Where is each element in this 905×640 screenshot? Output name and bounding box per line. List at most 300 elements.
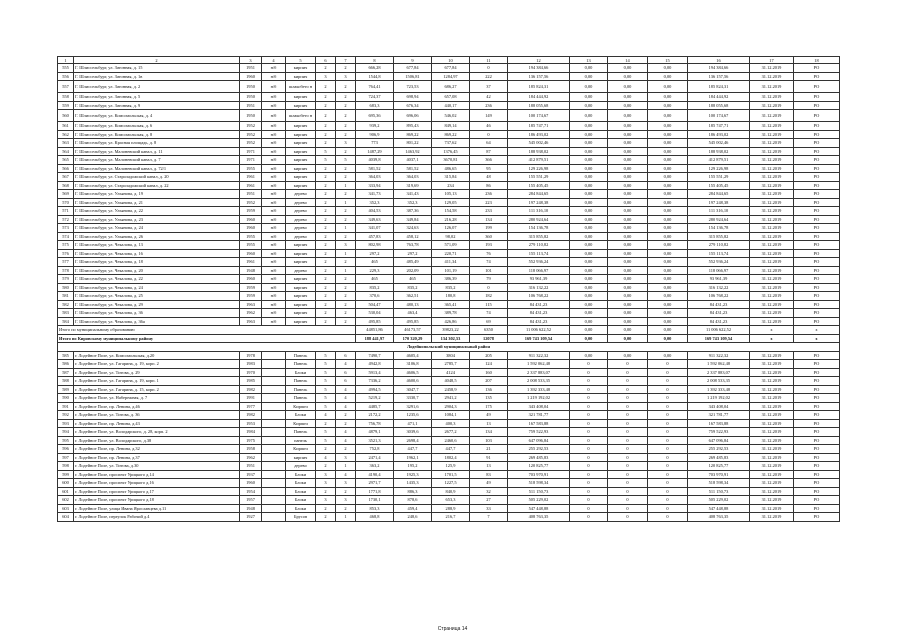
- table-cell: 0,00: [570, 198, 608, 207]
- table-cell: 284 844,65: [508, 190, 570, 199]
- table-cell: н/б: [262, 81, 286, 93]
- table-cell: 0,00: [648, 258, 688, 267]
- total-row: [58, 326, 840, 335]
- table-cell: 2: [316, 445, 336, 454]
- table-cell: 569: [58, 190, 74, 199]
- table-cell: 577: [58, 258, 74, 267]
- table-cell: 31.12.2019: [750, 275, 794, 284]
- table-cell: 0: [608, 436, 648, 445]
- table-row: [58, 377, 840, 386]
- table-cell: 3: [316, 470, 336, 479]
- table-cell: 76: [470, 249, 508, 258]
- table-cell: панель: [286, 436, 316, 445]
- housing-register-table: [57, 56, 840, 522]
- table-cell: 5: [316, 351, 336, 360]
- table-cell: 518 598,34: [508, 479, 570, 488]
- table-cell: 315 855,82: [508, 232, 570, 241]
- table-cell: 2: [316, 317, 336, 326]
- table-cell: РО: [794, 445, 840, 454]
- table-cell: 31.12.2019: [750, 360, 794, 369]
- table-cell: Г. Шлиссельбург, ул. Чекалова, д. 25: [74, 292, 240, 301]
- table-cell: 2: [316, 504, 336, 513]
- table-cell: 0,00: [648, 122, 688, 131]
- table-cell: РО: [794, 462, 840, 471]
- table-row: [58, 181, 840, 190]
- table-cell: 1963: [240, 300, 262, 309]
- table-cell: 0,00: [608, 309, 648, 318]
- table-cell: г. Лодейное Поле, ул. Титова, д.30: [74, 462, 240, 471]
- table-cell: Г. Шлиссельбург, ул. Чекалова, д. 20: [74, 266, 240, 275]
- table-cell: 48: [470, 173, 508, 182]
- table-row: [58, 93, 840, 102]
- table-cell: 10: [432, 57, 470, 64]
- table-cell: 0,00: [608, 198, 648, 207]
- table-cell: н/б: [262, 215, 286, 224]
- table-cell: 0,00: [648, 72, 688, 81]
- table-cell: 1950: [240, 93, 262, 102]
- table-cell: [262, 445, 286, 454]
- table-cell: н/б: [262, 249, 286, 258]
- table-cell: 2: [316, 462, 336, 471]
- table-cell: 447,7: [432, 445, 470, 454]
- table-cell: РО: [794, 232, 840, 241]
- table-cell: 1950: [240, 110, 262, 122]
- table-cell: 0: [570, 504, 608, 513]
- table-cell: 764,41: [356, 81, 394, 93]
- table-cell: 584: [58, 317, 74, 326]
- table-cell: 0,00: [608, 334, 648, 343]
- table-cell: 0,00: [648, 309, 688, 318]
- table-cell: н/б: [262, 156, 286, 165]
- table-row: [58, 411, 840, 420]
- table-cell: 14: [608, 57, 648, 64]
- table-cell: 0,00: [608, 181, 648, 190]
- table-cell: 600: [58, 479, 74, 488]
- table-cell: 352,3: [394, 198, 432, 207]
- table-cell: 0: [648, 453, 688, 462]
- table-cell: 0: [570, 445, 608, 454]
- table-cell: 1959: [240, 207, 262, 216]
- table-cell: 31.12.2019: [750, 147, 794, 156]
- table-cell: дерево: [286, 266, 316, 275]
- table-cell: 31.12.2019: [750, 385, 794, 394]
- table-cell: г. Лодейное Поле, ул. Набережная, д. 7: [74, 394, 240, 403]
- table-cell: 0,00: [608, 224, 648, 233]
- table-cell: 1971: [240, 147, 262, 156]
- table-cell: 4: [336, 360, 356, 369]
- table-cell: 84 431,23: [688, 317, 750, 326]
- table-cell: Блоки: [286, 470, 316, 479]
- table-cell: г. Лодейное Поле, ул. Гагарина, д. 19, корп. 1: [74, 377, 240, 386]
- table-cell: Г. Шлиссельбург, ул. Ульянова, д. 21: [74, 198, 240, 207]
- table-cell: 186 493,02: [508, 130, 570, 139]
- table-cell: Блоки: [286, 368, 316, 377]
- table-cell: 571,09: [432, 241, 470, 250]
- table-cell: 2: [316, 181, 336, 190]
- table-cell: 129 226,98: [508, 164, 570, 173]
- table-cell: 547 448,88: [688, 504, 750, 513]
- table-cell: 222: [470, 72, 508, 81]
- table-cell: 0,00: [648, 249, 688, 258]
- table-cell: 0,00: [648, 224, 688, 233]
- table-cell: РО: [794, 93, 840, 102]
- table-cell: 154 136,78: [688, 224, 750, 233]
- table-cell: 352,3: [356, 198, 394, 207]
- table-cell: 2: [316, 139, 336, 148]
- table-cell: РО: [794, 351, 840, 360]
- table-cell: 1463,92: [394, 147, 432, 156]
- table-cell: 560: [58, 110, 74, 122]
- table-cell: 1: [336, 198, 356, 207]
- table-cell: 0,00: [648, 232, 688, 241]
- table-cell: 1 392 333,48: [508, 385, 570, 394]
- table-cell: 360: [470, 232, 508, 241]
- table-cell: 0: [570, 402, 608, 411]
- table-cell: 4605,4: [394, 351, 432, 360]
- table-cell: 457,83: [356, 232, 394, 241]
- table-cell: 297,2: [356, 249, 394, 258]
- table-cell: 49: [470, 411, 508, 420]
- table-cell: 568: [58, 181, 74, 190]
- table-cell: 84 431,23: [508, 317, 570, 326]
- table-cell: 321 781,77: [688, 411, 750, 420]
- table-cell: 155 551,29: [508, 173, 570, 182]
- table-cell: 0,00: [570, 101, 608, 110]
- table-cell: 297,2: [394, 249, 432, 258]
- table-cell: 280 924,64: [688, 215, 750, 224]
- table-cell: 5: [316, 377, 336, 386]
- table-cell: 683,3: [356, 101, 394, 110]
- table-cell: Итого по муниципальному образованию: [58, 326, 356, 335]
- table-cell: 0: [570, 462, 608, 471]
- table-cell: 404,53: [356, 207, 394, 216]
- table-cell: 1962,1: [394, 453, 432, 462]
- table-cell: 2172,2: [356, 411, 394, 420]
- table-cell: 576: [58, 249, 74, 258]
- table-cell: 101,19: [432, 266, 470, 275]
- table-cell: 911 322,32: [688, 351, 750, 360]
- table-cell: 595: [58, 436, 74, 445]
- table-cell: 2: [316, 232, 336, 241]
- table-row: [58, 164, 840, 173]
- table-cell: 0,00: [608, 326, 648, 335]
- table-cell: 2941,2: [432, 394, 470, 403]
- table-cell: Блоки: [286, 479, 316, 488]
- table-cell: Блоки: [286, 487, 316, 496]
- table-cell: 4: [336, 385, 356, 394]
- table-cell: 773: [356, 139, 394, 148]
- table-cell: [262, 479, 286, 488]
- table-cell: кирпич: [286, 93, 316, 102]
- table-cell: 2: [336, 300, 356, 309]
- table-cell: Панель: [286, 360, 316, 369]
- table-cell: 13: [470, 462, 508, 471]
- table-cell: 408 763,35: [508, 513, 570, 522]
- table-cell: 565: [58, 156, 74, 165]
- table-cell: н/б: [262, 122, 286, 131]
- table-row: [58, 428, 840, 437]
- table-cell: 87: [470, 147, 508, 156]
- table-cell: 0: [648, 513, 688, 522]
- table-cell: 205: [470, 351, 508, 360]
- table-cell: 0,00: [570, 181, 608, 190]
- table-cell: 1961: [240, 173, 262, 182]
- table-cell: 571: [58, 207, 74, 216]
- table-cell: 0,00: [648, 266, 688, 275]
- table-cell: 0,00: [608, 190, 648, 199]
- table-row: [58, 139, 840, 148]
- table-cell: 169 743 109,54: [508, 334, 570, 343]
- table-cell: 16: [688, 57, 750, 64]
- table-cell: 486,65: [432, 164, 470, 173]
- table-cell: 248,6: [394, 513, 432, 522]
- table-cell: 585: [58, 351, 74, 360]
- table-cell: 582: [58, 300, 74, 309]
- table-cell: х: [750, 326, 794, 335]
- table-cell: 160: [470, 368, 508, 377]
- table-cell: г. Лодейное Поле, ул. Володарского, д. 28, корп. 2: [74, 428, 240, 437]
- table-cell: 134: [470, 215, 508, 224]
- table-cell: 552 936,24: [508, 258, 570, 267]
- table-cell: 5219,2: [356, 394, 394, 403]
- table-row: [58, 224, 840, 233]
- table-cell: 3670,81: [432, 156, 470, 165]
- table-cell: 32: [470, 487, 508, 496]
- table-cell: 4190,4: [356, 470, 394, 479]
- table-row: [58, 292, 840, 301]
- table-row: [58, 207, 840, 216]
- table-cell: кирпич: [286, 241, 316, 250]
- table-cell: РО: [794, 283, 840, 292]
- table-cell: 3: [316, 496, 336, 505]
- table-cell: 4: [336, 428, 356, 437]
- table-cell: 31.12.2019: [750, 215, 794, 224]
- table-cell: 31.12.2019: [750, 292, 794, 301]
- table-cell: кирпич: [286, 164, 316, 173]
- table-cell: 2: [316, 93, 336, 102]
- table-cell: 1982: [240, 411, 262, 420]
- table-cell: 895,43: [394, 122, 432, 131]
- table-cell: 37: [470, 81, 508, 93]
- table-cell: 2: [336, 419, 356, 428]
- table-cell: н/б: [262, 283, 286, 292]
- table-cell: 149: [470, 110, 508, 122]
- table-cell: РО: [794, 215, 840, 224]
- table-cell: 1 219 192,02: [688, 394, 750, 403]
- table-cell: 1701,5: [432, 470, 470, 479]
- table-cell: 0,00: [648, 81, 688, 93]
- table-cell: 2: [336, 110, 356, 122]
- table-cell: 0,00: [608, 93, 648, 102]
- table-cell: 155 405,45: [508, 181, 570, 190]
- table-cell: 1984: [240, 428, 262, 437]
- table-cell: 255 292,53: [508, 445, 570, 454]
- table-cell: 2: [74, 57, 240, 64]
- table-cell: 31.12.2019: [750, 224, 794, 233]
- table-cell: 31.12.2019: [750, 266, 794, 275]
- table-cell: х: [794, 334, 840, 343]
- table-cell: 366: [470, 156, 508, 165]
- table-cell: 0: [648, 504, 688, 513]
- table-cell: 120 825,77: [688, 462, 750, 471]
- table-cell: 33: [470, 504, 508, 513]
- table-cell: 1954: [240, 487, 262, 496]
- table-cell: 0,00: [570, 64, 608, 73]
- table-cell: 556: [58, 72, 74, 81]
- table-cell: 426,86: [432, 317, 470, 326]
- table-cell: 0,00: [648, 292, 688, 301]
- table-cell: 184 444,92: [688, 93, 750, 102]
- table-cell: 495,85: [356, 317, 394, 326]
- table-cell: 3: [336, 72, 356, 81]
- table-cell: [262, 496, 286, 505]
- table-cell: 100 174,67: [688, 110, 750, 122]
- table-cell: 570: [58, 198, 74, 207]
- table-cell: 169 743 109,54: [688, 334, 750, 343]
- table-cell: [262, 385, 286, 394]
- table-cell: 1544,8: [356, 72, 394, 81]
- table-cell: 2: [316, 309, 336, 318]
- table-cell: 2: [336, 292, 356, 301]
- table-cell: н/б: [262, 101, 286, 110]
- table-cell: шлакобето н: [286, 81, 316, 93]
- table-row: [58, 249, 840, 258]
- table-cell: 31.12.2019: [750, 419, 794, 428]
- table-cell: 185 747,71: [688, 122, 750, 131]
- table-cell: 83: [470, 470, 508, 479]
- table-cell: 581: [58, 292, 74, 301]
- table-cell: 0: [570, 470, 608, 479]
- table-cell: 31.12.2019: [750, 173, 794, 182]
- table-cell: 4: [336, 470, 356, 479]
- table-cell: РО: [794, 479, 840, 488]
- table-cell: 0: [470, 64, 508, 73]
- table-cell: 101: [470, 266, 508, 275]
- table-cell: 12078: [470, 334, 508, 343]
- table-cell: 511 150,73: [688, 487, 750, 496]
- table-cell: 0,00: [648, 275, 688, 284]
- table-cell: 0: [608, 411, 648, 420]
- table-cell: 602: [58, 496, 74, 505]
- table-cell: 236: [470, 101, 508, 110]
- table-cell: РО: [794, 207, 840, 216]
- table-cell: 563: [58, 139, 74, 148]
- table-cell: 2: [336, 207, 356, 216]
- table-cell: 0: [570, 419, 608, 428]
- table-cell: 1961: [240, 258, 262, 267]
- table-cell: 197 248,38: [688, 198, 750, 207]
- table-cell: 64: [470, 139, 508, 148]
- table-cell: 1961: [240, 181, 262, 190]
- table-cell: 0,00: [570, 292, 608, 301]
- table-cell: н/б: [262, 110, 286, 122]
- section-header-row: [58, 343, 840, 352]
- table-cell: 4: [336, 394, 356, 403]
- table-cell: 0,00: [648, 241, 688, 250]
- table-cell: РО: [794, 241, 840, 250]
- table-cell: 737,62: [432, 139, 470, 148]
- table-cell: 0: [608, 385, 648, 394]
- table-cell: 869,22: [432, 130, 470, 139]
- table-cell: 31.12.2019: [750, 394, 794, 403]
- table-cell: 2: [316, 419, 336, 428]
- table-cell: 588: [58, 377, 74, 386]
- table-cell: 465: [356, 275, 394, 284]
- table-cell: [262, 462, 286, 471]
- table-cell: 3330,7: [394, 394, 432, 403]
- table-cell: Панель: [286, 377, 316, 386]
- table-cell: 0: [608, 402, 648, 411]
- table-cell: 0,00: [570, 309, 608, 318]
- table-cell: 590: [58, 394, 74, 403]
- table-cell: 0: [470, 283, 508, 292]
- table-cell: 586: [58, 360, 74, 369]
- table-cell: 1985: [240, 377, 262, 386]
- table-cell: Г. Шлиссельбург, ул. Затонная, д. 15: [74, 64, 240, 73]
- table-cell: Г. Шлиссельбург, ул. Чекалова, д. 36: [74, 309, 240, 318]
- table-cell: 2: [316, 224, 336, 233]
- table-cell: 1978: [240, 351, 262, 360]
- table-cell: 1927: [240, 513, 262, 522]
- table-cell: г. Лодейное Поле, улица Ивана Ярославцева д.11: [74, 504, 240, 513]
- table-cell: 412 879,51: [688, 156, 750, 165]
- table-cell: 557: [58, 81, 74, 93]
- table-cell: 31.12.2019: [750, 368, 794, 377]
- table-cell: 136 157,56: [688, 72, 750, 81]
- table-cell: 2 008 533,35: [508, 377, 570, 386]
- table-cell: 115: [470, 300, 508, 309]
- table-cell: 0,00: [608, 258, 648, 267]
- table-cell: РО: [794, 156, 840, 165]
- table-row: [58, 385, 840, 394]
- table-cell: 572: [58, 215, 74, 224]
- table-cell: 0,00: [608, 275, 648, 284]
- table-cell: 1948: [240, 504, 262, 513]
- table-cell: [262, 513, 286, 522]
- table-cell: РО: [794, 101, 840, 110]
- table-cell: 5: [316, 360, 336, 369]
- table-cell: 74: [470, 258, 508, 267]
- table-cell: 31.12.2019: [750, 64, 794, 73]
- table-cell: 0,00: [608, 122, 648, 131]
- table-cell: 185 824,31: [688, 81, 750, 93]
- table-cell: 8: [356, 57, 394, 64]
- table-cell: Г. Шлиссельбург, ул. Ульянова, д. 22: [74, 207, 240, 216]
- table-cell: Г. Шлиссельбург, ул. Затонная, д. 2: [74, 81, 240, 93]
- table-cell: 594: [58, 428, 74, 437]
- table-cell: 155 551,29: [688, 173, 750, 182]
- table-cell: 31.12.2019: [750, 190, 794, 199]
- table-cell: 1487,29: [356, 147, 394, 156]
- table-cell: н/б: [262, 72, 286, 81]
- table-cell: 4124: [432, 368, 470, 377]
- table-cell: 1: [336, 462, 356, 471]
- table-cell: г. Лодейное Поле, ул. Володарского, д.38: [74, 436, 240, 445]
- table-cell: 233: [470, 207, 508, 216]
- table-cell: 0,00: [648, 64, 688, 73]
- table-cell: РО: [794, 130, 840, 139]
- table-row: [58, 317, 840, 326]
- table-cell: 125,9: [432, 462, 470, 471]
- table-cell: 4: [316, 411, 336, 420]
- table-cell: 0,00: [648, 156, 688, 165]
- register-sheet: [57, 56, 839, 522]
- table-cell: 0: [608, 445, 648, 454]
- table-cell: 84 431,23: [688, 300, 750, 309]
- table-cell: 2: [336, 232, 356, 241]
- table-cell: 5: [316, 385, 336, 394]
- table-cell: 31.12.2019: [750, 496, 794, 505]
